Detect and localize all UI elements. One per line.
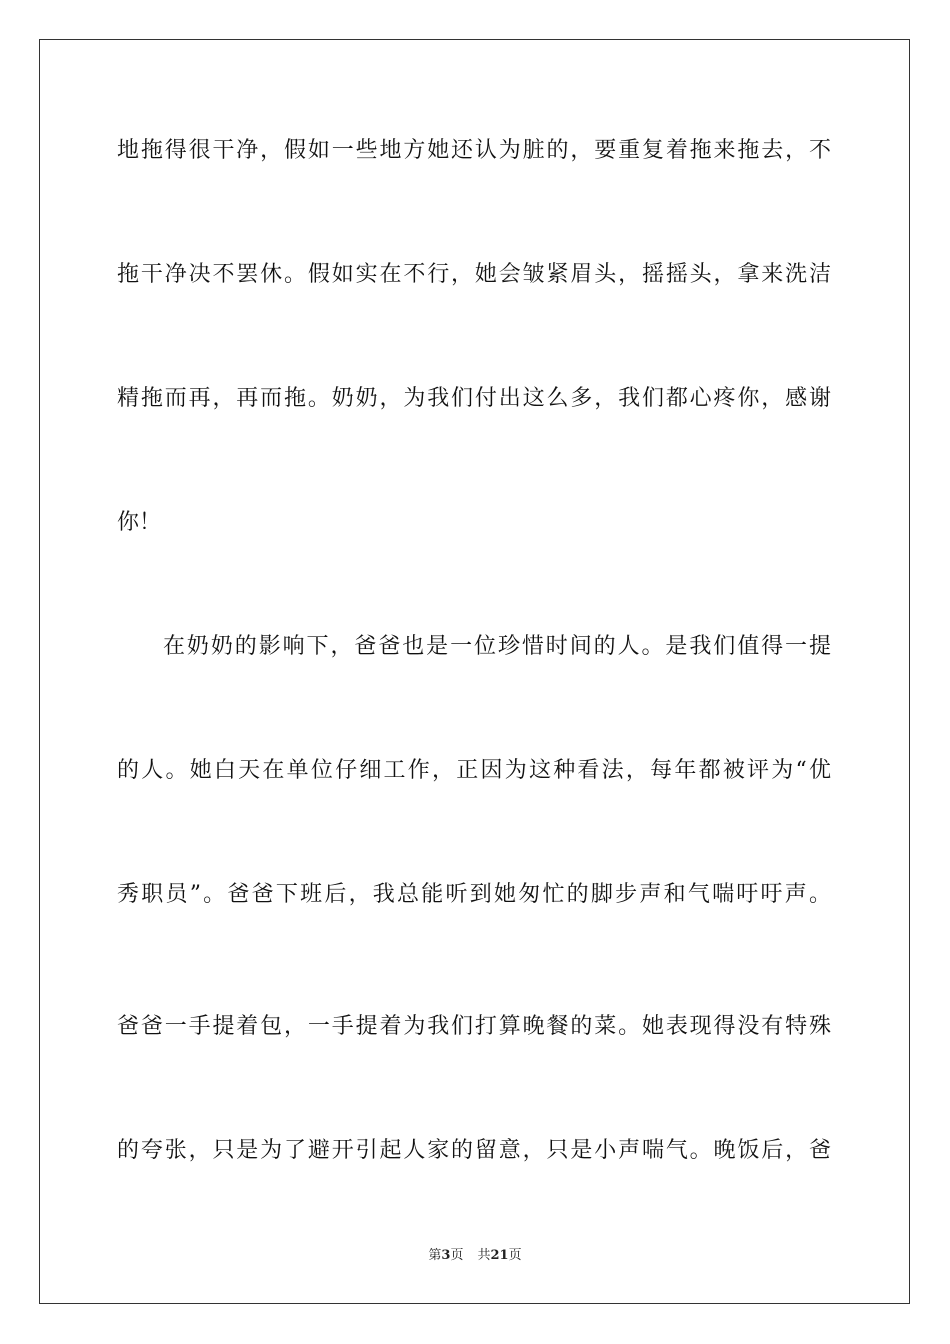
body-text-line: 爸爸一手提着包，一手提着为我们打算晚餐的菜。她表现得没有特殊 [117, 1014, 831, 1039]
body-text-line: 地拖得很干净，假如一些地方她还认为脏的，要重复着拖来拖去，不 [117, 138, 831, 163]
body-text-line: 拖干净决不罢休。假如实在不行，她会皱紧眉头，摇摇头，拿来洗洁 [117, 262, 831, 287]
page-border [39, 39, 910, 1304]
body-text-line: 秀职员”。爸爸下班后，我总能听到她匆忙的脚步声和气喘吁吁声。 [117, 882, 831, 907]
body-text-line: 的夸张，只是为了避开引起人家的留意，只是小声喘气。晚饭后，爸 [117, 1138, 831, 1163]
body-text-line: 你！ [117, 510, 162, 535]
page-footer [0, 1247, 950, 1265]
total-page-count: 21 [490, 1248, 509, 1263]
body-text-line: 的人。她白天在单位仔细工作，正因为这种看法，每年都被评为“优 [117, 758, 831, 783]
total-pages-prefix: 共 [477, 1248, 491, 1263]
paragraph-start-line: 在奶奶的影响下，爸爸也是一位珍惜时间的人。是我们值得一提 [163, 634, 831, 659]
current-page-number: 3 [441, 1248, 451, 1263]
total-pages-suffix: 页 [508, 1248, 522, 1263]
page-number-prefix: 第 [428, 1248, 442, 1263]
page-number-suffix: 页 [450, 1248, 464, 1263]
body-text-line: 精拖而再，再而拖。奶奶，为我们付出这么多，我们都心疼你，感谢 [117, 386, 831, 411]
